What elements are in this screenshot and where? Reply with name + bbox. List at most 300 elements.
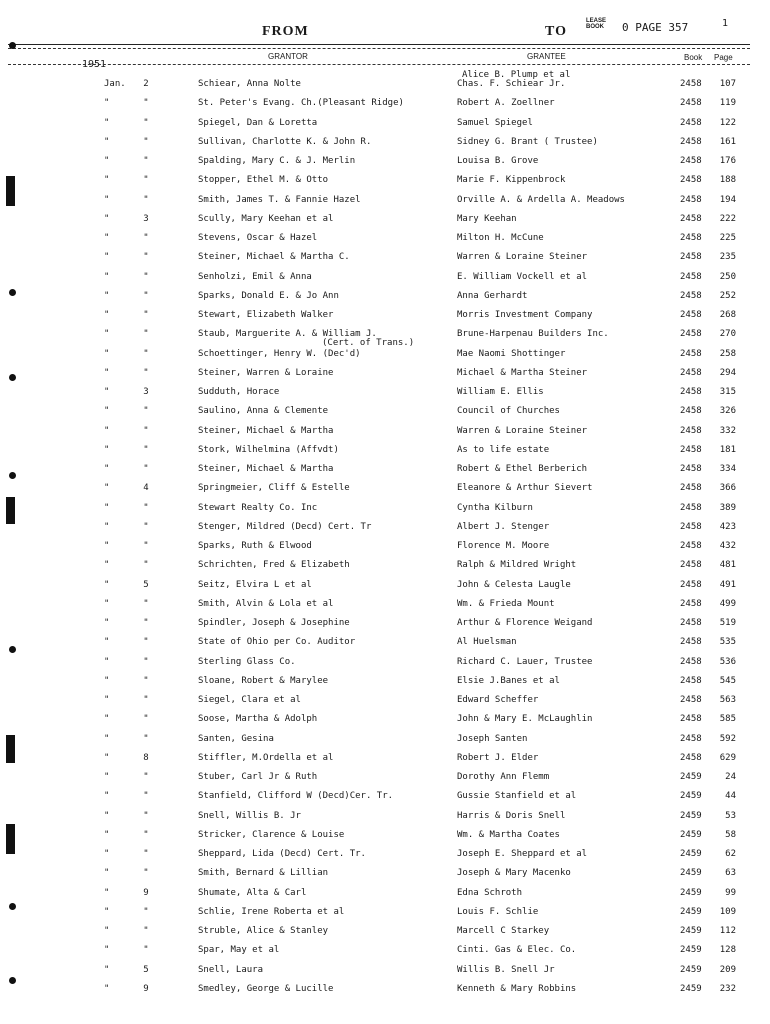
entry-grantor: Siegel, Clara et al <box>198 695 301 705</box>
ledger-row <box>0 965 770 983</box>
entry-grantee: Warren & Loraine Steiner <box>457 252 588 263</box>
ledger-row <box>0 772 770 790</box>
book-column-header: Book <box>684 53 703 62</box>
entry-grantee: Arthur & Florence Weigand <box>457 618 593 628</box>
ledger-row <box>0 70 770 97</box>
entry-grantor: Spalding, Mary C. & J. Merlin <box>198 156 356 166</box>
entry-grantee: Ralph & Mildred Wright <box>457 560 577 571</box>
entry-grantee: Elsie J.Banes et al <box>457 675 560 686</box>
ledger-row <box>0 329 770 347</box>
entry-grantor: Schlie, Irene Roberta et al <box>198 906 345 917</box>
entry-grantee: John & Mary E. McLaughlin <box>457 714 593 725</box>
binder-hole <box>9 42 16 49</box>
entry-page: 176 <box>719 156 736 166</box>
entry-grantor: Steiner, Michael & Martha <box>198 425 334 436</box>
entry-grantor: Senholzi, Emil & Anna <box>198 271 312 282</box>
entry-grantor: Stuber, Carl Jr & Ruth <box>198 772 318 782</box>
entry-book: 2458 <box>680 98 702 109</box>
entry-month: " <box>104 579 110 590</box>
ledger-row <box>0 426 770 444</box>
entry-month: " <box>104 791 110 802</box>
entry-grantor: Springmeier, Cliff & Estelle <box>198 483 350 494</box>
entry-book: 2458 <box>680 560 702 571</box>
entry-page: 535 <box>719 637 736 648</box>
entry-book: 2458 <box>680 175 702 186</box>
entry-month: " <box>104 772 110 782</box>
ledger-row <box>0 483 770 501</box>
entry-grantee: Orville A. & Ardella A. Meadows <box>457 194 625 205</box>
entry-day: " <box>143 194 149 205</box>
entry-month: " <box>104 906 110 917</box>
entry-day: " <box>143 290 149 301</box>
entry-day: 2 <box>143 79 149 89</box>
entry-book: 2459 <box>680 945 702 956</box>
entry-page: 563 <box>719 695 736 705</box>
entry-page: 63 <box>725 868 736 879</box>
entry-book: 2459 <box>680 926 702 936</box>
header-rule-top <box>8 44 750 45</box>
entry-page: 209 <box>719 964 736 975</box>
entry-book: 2458 <box>680 521 702 532</box>
entry-page: 161 <box>719 136 736 147</box>
entry-grantee-note: Alice B. Plump et al <box>462 70 571 80</box>
entry-grantee: Sidney G. Brant ( Trustee) <box>457 136 598 147</box>
entry-day: 5 <box>143 964 149 975</box>
entry-page: 194 <box>719 194 736 205</box>
entry-book: 2459 <box>680 964 702 975</box>
entry-page: 112 <box>719 926 736 936</box>
entry-grantee: Robert A. Zoellner <box>457 98 555 109</box>
entry-month: " <box>104 98 110 109</box>
entry-grantor: Scully, Mary Keehan et al <box>198 213 334 224</box>
entry-grantor: St. Peter's Evang. Ch.(Pleasant Ridge) <box>198 98 404 109</box>
ledger-row <box>0 637 770 655</box>
entry-month: " <box>104 117 110 128</box>
grantee-column-header: GRANTEE <box>527 52 566 61</box>
entry-day: " <box>143 271 149 282</box>
entry-grantor: Stewart, Elizabeth Walker <box>198 310 334 320</box>
entry-day: " <box>143 367 149 378</box>
entry-day: " <box>143 117 149 128</box>
ledger-row <box>0 868 770 886</box>
entry-grantor: Spar, May et al <box>198 945 280 956</box>
entry-grantee: E. William Vockell et al <box>457 271 588 282</box>
entry-grantee: Harris & Doris Snell <box>457 810 566 821</box>
entry-day: " <box>143 156 149 166</box>
ledger-row <box>0 137 770 155</box>
entry-book: 2459 <box>680 983 702 994</box>
ledger-row <box>0 811 770 829</box>
entry-day: " <box>143 926 149 936</box>
entry-month: " <box>104 868 110 879</box>
entry-grantee: Marcell C Starkey <box>457 926 550 936</box>
entry-grantor: Sparks, Donald E. & Jo Ann <box>198 290 339 301</box>
entry-page: 423 <box>719 521 736 532</box>
entry-book: 2458 <box>680 733 702 744</box>
entry-month: " <box>104 637 110 648</box>
entry-grantee: Chas. F. Schiear Jr. <box>457 79 566 89</box>
entry-page: 268 <box>719 310 736 320</box>
ledger-row <box>0 945 770 963</box>
entry-page: 44 <box>725 791 736 802</box>
entry-month: " <box>104 926 110 936</box>
grantor-column-header: GRANTOR <box>268 52 308 61</box>
entry-book: 2458 <box>680 637 702 648</box>
entry-book: 2458 <box>680 156 702 166</box>
entry-month: " <box>104 310 110 320</box>
ledger-row <box>0 888 770 906</box>
entry-month: " <box>104 964 110 975</box>
entry-grantee: Cyntha Kilburn <box>457 502 533 513</box>
entry-grantor: Sheppard, Lida (Decd) Cert. Tr. <box>198 849 366 859</box>
entry-book: 2458 <box>680 752 702 763</box>
ledger-row <box>0 926 770 944</box>
entry-day: " <box>143 598 149 609</box>
entry-page: 222 <box>719 213 736 224</box>
entry-day: " <box>143 810 149 821</box>
entry-month: " <box>104 945 110 956</box>
entry-book: 2458 <box>680 656 702 667</box>
entry-grantee: Brune-Harpenau Builders Inc. <box>457 329 609 340</box>
ledger-row <box>0 714 770 732</box>
entry-month: " <box>104 849 110 859</box>
entry-month: " <box>104 329 110 340</box>
entry-month: " <box>104 521 110 532</box>
entry-grantor: Stricker, Clarence & Louise <box>198 829 345 840</box>
entry-day: " <box>143 868 149 879</box>
entry-month: " <box>104 675 110 686</box>
entry-grantee: Wm. & Martha Coates <box>457 829 560 840</box>
from-heading: FROM <box>262 24 309 39</box>
entry-grantor: Stewart Realty Co. Inc <box>198 502 318 513</box>
entry-grantor: Smedley, George & Lucille <box>198 983 334 994</box>
entry-month: " <box>104 714 110 725</box>
entry-grantor: Smith, Alvin & Lola et al <box>198 598 334 609</box>
entry-month: " <box>104 213 110 224</box>
entry-grantor: Sullivan, Charlotte K. & John R. <box>198 136 372 147</box>
entry-month: " <box>104 829 110 840</box>
entry-book: 2458 <box>680 348 702 359</box>
ledger-row <box>0 618 770 636</box>
page-column-header: Page <box>714 53 733 62</box>
entry-grantee: Warren & Loraine Steiner <box>457 425 588 436</box>
entry-page: 225 <box>719 233 736 243</box>
entry-book: 2458 <box>680 367 702 378</box>
entry-day: " <box>143 406 149 417</box>
entry-day: " <box>143 175 149 186</box>
entry-page: 366 <box>719 483 736 494</box>
entry-grantee: Richard C. Lauer, Trustee <box>457 656 593 667</box>
entry-grantee: Milton H. McCune <box>457 233 544 243</box>
entry-book: 2458 <box>680 695 702 705</box>
entry-month: " <box>104 483 110 494</box>
lease-stamp: LEASE BOOK <box>586 18 607 30</box>
entry-page: 592 <box>719 733 736 744</box>
ledger-row <box>0 195 770 213</box>
entry-page: 250 <box>719 271 736 282</box>
entry-month: " <box>104 252 110 263</box>
entry-book: 2458 <box>680 483 702 494</box>
ledger-row <box>0 695 770 713</box>
entry-page: 252 <box>719 290 736 301</box>
entry-day: " <box>143 656 149 667</box>
entry-month: " <box>104 464 110 474</box>
entry-grantee: Kenneth & Mary Robbins <box>457 983 577 994</box>
entry-book: 2459 <box>680 791 702 802</box>
entry-grantee: Marie F. Kippenbrock <box>457 175 566 186</box>
entry-grantor: Sparks, Ruth & Elwood <box>198 541 312 551</box>
ledger-row <box>0 175 770 193</box>
entry-grantee: Louisa B. Grove <box>457 156 539 166</box>
entry-day: " <box>143 733 149 744</box>
entry-month: " <box>104 348 110 359</box>
header-rule-dashed <box>8 48 750 49</box>
entry-grantee: Mary Keehan <box>457 213 517 224</box>
ledger-row <box>0 791 770 809</box>
entry-day: " <box>143 329 149 340</box>
ledger-row <box>0 522 770 540</box>
ledger-row <box>0 734 770 752</box>
entry-month: " <box>104 387 110 397</box>
ledger-row <box>0 252 770 270</box>
entry-page: 188 <box>719 175 736 186</box>
entry-day: 4 <box>143 483 149 494</box>
entry-page: 99 <box>725 887 736 898</box>
entry-book: 2458 <box>680 252 702 263</box>
ledger-row <box>0 368 770 386</box>
entry-grantor: Santen, Gesina <box>198 733 274 744</box>
entry-month: " <box>104 541 110 551</box>
entry-page: 258 <box>719 348 736 359</box>
header-rule-bottom <box>8 64 750 65</box>
entry-page: 58 <box>725 829 736 840</box>
reference-note: 0 PAGE 357 <box>622 21 689 34</box>
entry-book: 2459 <box>680 906 702 917</box>
entry-grantor: Snell, Laura <box>198 964 264 975</box>
ledger-row <box>0 387 770 405</box>
entry-page: 432 <box>719 541 736 551</box>
entry-grantee: Dorothy Ann Flemm <box>457 772 550 782</box>
entry-page: 585 <box>719 714 736 725</box>
entry-page: 122 <box>719 117 736 128</box>
ledger-row <box>0 214 770 232</box>
entry-grantee: Willis B. Snell Jr <box>457 964 555 975</box>
entry-day: " <box>143 560 149 571</box>
entry-day: " <box>143 637 149 648</box>
entry-book: 2458 <box>680 618 702 628</box>
entry-book: 2458 <box>680 233 702 243</box>
entry-day: " <box>143 791 149 802</box>
entry-month: " <box>104 695 110 705</box>
entry-day: " <box>143 849 149 859</box>
entry-grantor: Stanfield, Clifford W (Decd)Cer. Tr. <box>198 791 394 802</box>
entry-grantor: Seitz, Elvira L et al <box>198 579 312 590</box>
entry-month: " <box>104 656 110 667</box>
ledger-row <box>0 753 770 771</box>
entry-book: 2458 <box>680 406 702 417</box>
entry-grantor: Steiner, Michael & Martha C. <box>198 252 350 263</box>
entry-grantee: Gussie Stanfield et al <box>457 791 577 802</box>
entry-month: " <box>104 156 110 166</box>
entry-book: 2458 <box>680 387 702 397</box>
entry-day: " <box>143 425 149 436</box>
entry-day: " <box>143 714 149 725</box>
entry-day: " <box>143 252 149 263</box>
entry-grantor: Stiffler, M.Ordella et al <box>198 752 334 763</box>
entry-grantee: Samuel Spiegel <box>457 117 533 128</box>
ledger-row <box>0 503 770 521</box>
entry-day: 3 <box>143 387 149 397</box>
entry-grantee: Edna Schroth <box>457 887 523 898</box>
entry-grantor: Shumate, Alta & Carl <box>198 887 307 898</box>
entry-book: 2459 <box>680 868 702 879</box>
ledger-row <box>0 984 770 1002</box>
entry-grantee: Anna Gerhardt <box>457 290 528 301</box>
entry-grantor: Steiner, Michael & Martha <box>198 464 334 474</box>
entry-grantee: Robert J. Elder <box>457 752 539 763</box>
entry-page: 107 <box>719 79 736 89</box>
entry-month: " <box>104 618 110 628</box>
entry-book: 2459 <box>680 887 702 898</box>
entry-grantor: State of Ohio per Co. Auditor <box>198 637 356 648</box>
ledger-row <box>0 599 770 617</box>
entry-grantor: Smith, James T. & Fannie Hazel <box>198 194 361 205</box>
ledger-row <box>0 580 770 598</box>
entry-page: 499 <box>719 598 736 609</box>
entry-page: 315 <box>719 387 736 397</box>
entry-day: " <box>143 136 149 147</box>
entry-book: 2459 <box>680 849 702 859</box>
entry-grantor: Snell, Willis B. Jr <box>198 810 301 821</box>
entry-book: 2458 <box>680 310 702 320</box>
ledger-row <box>0 830 770 848</box>
entry-grantee: Mae Naomi Shottinger <box>457 348 566 359</box>
entry-month: " <box>104 598 110 609</box>
entry-month: " <box>104 752 110 763</box>
entry-book: 2458 <box>680 79 702 89</box>
entry-month: " <box>104 136 110 147</box>
entry-day: " <box>143 310 149 320</box>
entry-day: " <box>143 348 149 359</box>
ledger-row <box>0 541 770 559</box>
entry-page: 545 <box>719 675 736 686</box>
entry-month: " <box>104 444 110 455</box>
entry-grantor: Struble, Alice & Stanley <box>198 926 329 936</box>
entry-grantee: Edward Scheffer <box>457 695 539 705</box>
entry-day: " <box>143 541 149 551</box>
entry-day: " <box>143 464 149 474</box>
entry-page: 481 <box>719 560 736 571</box>
entry-page: 181 <box>719 444 736 455</box>
entry-month: " <box>104 290 110 301</box>
entry-month: " <box>104 406 110 417</box>
entry-book: 2458 <box>680 579 702 590</box>
entry-grantor: Stevens, Oscar & Hazel <box>198 233 318 243</box>
entry-day: 9 <box>143 983 149 994</box>
entry-day: 5 <box>143 579 149 590</box>
entry-day: " <box>143 772 149 782</box>
entry-grantee: Al Huelsman <box>457 637 517 648</box>
entry-book: 2458 <box>680 136 702 147</box>
entry-book: 2458 <box>680 117 702 128</box>
entry-grantor: Soose, Martha & Adolph <box>198 714 318 725</box>
entry-day: " <box>143 945 149 956</box>
entry-grantor: Spindler, Joseph & Josephine <box>198 618 350 628</box>
entry-grantor-note: (Cert. of Trans.) <box>322 338 415 349</box>
entry-page: 326 <box>719 406 736 417</box>
entry-page: 536 <box>719 656 736 667</box>
entry-grantee: Morris Investment Company <box>457 310 593 320</box>
entry-book: 2458 <box>680 675 702 686</box>
ledger-row <box>0 233 770 251</box>
entry-grantee: William E. Ellis <box>457 387 544 397</box>
entry-day: 8 <box>143 752 149 763</box>
entry-day: " <box>143 521 149 532</box>
entry-grantee: As to life estate <box>457 444 550 455</box>
entry-grantor: Stenger, Mildred (Decd) Cert. Tr <box>198 521 372 532</box>
entry-page: 294 <box>719 367 736 378</box>
entry-page: 232 <box>719 983 736 994</box>
ledger-row <box>0 907 770 925</box>
entry-grantee: John & Celesta Laugle <box>457 579 571 590</box>
ledger-row <box>0 156 770 174</box>
entry-page: 62 <box>725 849 736 859</box>
entry-page: 53 <box>725 810 736 821</box>
entry-grantor: Saulino, Anna & Clemente <box>198 406 329 417</box>
ledger-row <box>0 464 770 482</box>
entry-grantee: Council of Churches <box>457 406 560 417</box>
entry-month: Jan. <box>104 79 126 89</box>
entry-month: " <box>104 887 110 898</box>
entry-page: 334 <box>719 464 736 474</box>
entry-book: 2458 <box>680 598 702 609</box>
year-label: 1951 <box>82 59 107 70</box>
ledger-row <box>0 272 770 290</box>
entry-grantee: Eleanore & Arthur Sievert <box>457 483 593 494</box>
entry-grantor: Sterling Glass Co. <box>198 656 296 667</box>
entry-page: 491 <box>719 579 736 590</box>
entry-month: " <box>104 810 110 821</box>
entry-day: " <box>143 906 149 917</box>
entry-grantor: Schrichten, Fred & Elizabeth <box>198 560 350 571</box>
entry-grantor: Sloane, Robert & Marylee <box>198 675 329 686</box>
entry-grantor: Stopper, Ethel M. & Otto <box>198 175 329 186</box>
entry-month: " <box>104 733 110 744</box>
entry-book: 2459 <box>680 772 702 782</box>
entry-book: 2458 <box>680 541 702 551</box>
entry-page: 128 <box>719 945 736 956</box>
entry-grantee: Michael & Martha Steiner <box>457 367 588 378</box>
ledger-row <box>0 676 770 694</box>
ledger-row <box>0 849 770 867</box>
entry-month: " <box>104 194 110 205</box>
ledger-row <box>0 560 770 578</box>
entry-book: 2458 <box>680 444 702 455</box>
entry-book: 2458 <box>680 290 702 301</box>
entry-grantee: Robert & Ethel Berberich <box>457 464 588 474</box>
ledger-row <box>0 349 770 367</box>
entry-book: 2459 <box>680 810 702 821</box>
ledger-row <box>0 118 770 136</box>
entry-grantee: Wm. & Frieda Mount <box>457 598 555 609</box>
entry-page: 389 <box>719 502 736 513</box>
entry-book: 2458 <box>680 502 702 513</box>
entry-book: 2458 <box>680 425 702 436</box>
entry-day: 3 <box>143 213 149 224</box>
entry-book: 2459 <box>680 829 702 840</box>
to-heading: TO <box>545 24 567 39</box>
entry-day: " <box>143 98 149 109</box>
